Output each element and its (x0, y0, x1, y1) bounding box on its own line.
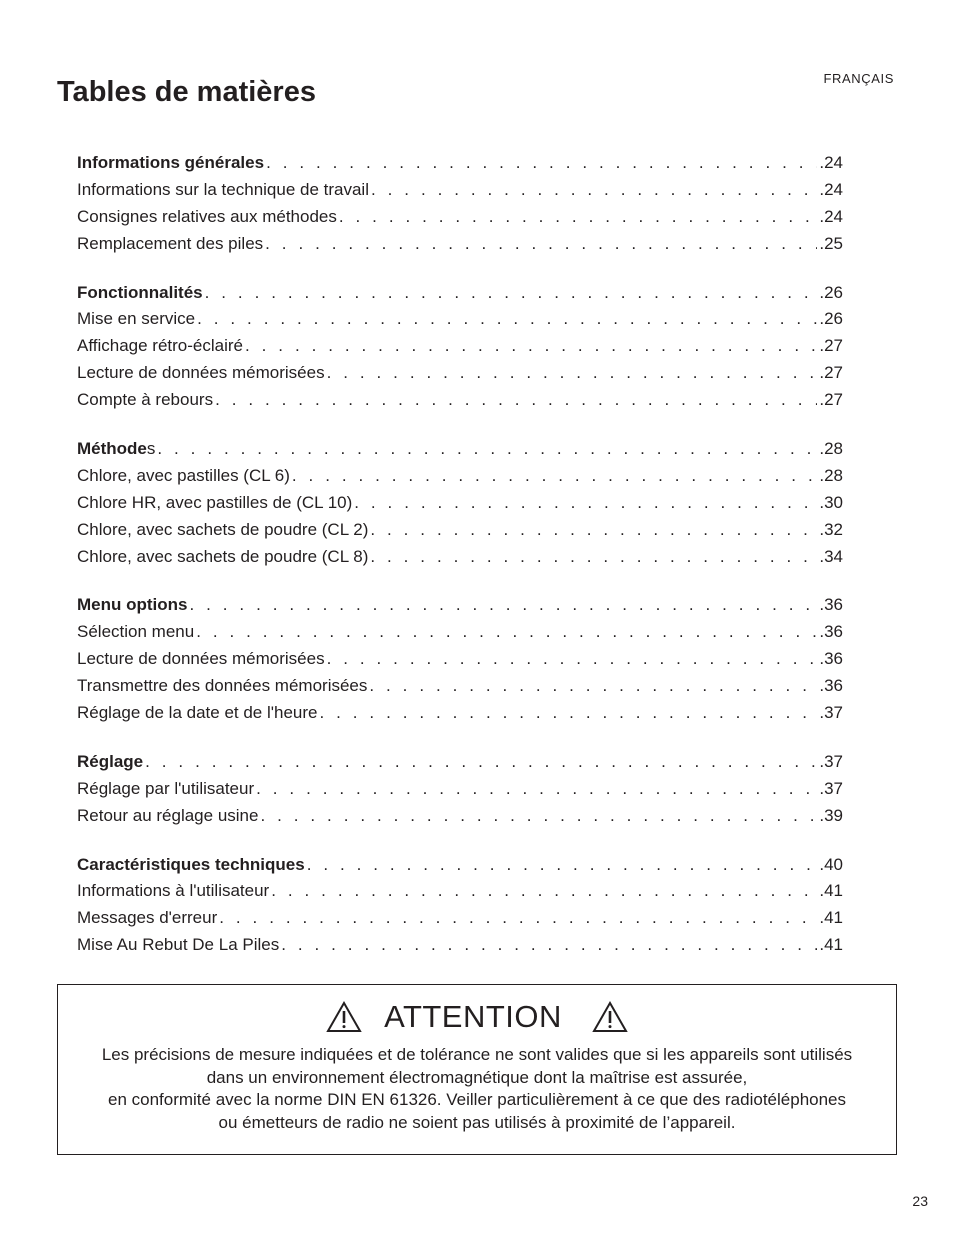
toc-page-number: .30 (819, 492, 843, 512)
dot-leader (256, 776, 817, 803)
toc-entry-label: Messages d'erreur (77, 908, 218, 928)
dot-leader (370, 544, 817, 571)
toc-page-number: .37 (819, 751, 843, 771)
toc-entry-label: Réglage (77, 751, 144, 771)
toc-page-number: .26 (819, 282, 843, 302)
toc-page-number: .41 (819, 908, 843, 928)
toc-entry-label: Compte à rebours (77, 390, 214, 410)
toc-entry (77, 177, 843, 204)
toc-entry-label: Lecture de données mémorisées (77, 649, 325, 669)
toc-entry-label: Informations sur la technique de travail (77, 179, 369, 199)
toc-entry (77, 646, 843, 673)
toc-section (77, 436, 843, 570)
toc-section (77, 852, 843, 960)
dot-leader (327, 646, 818, 673)
attention-line: en conformité avec la norme DIN EN 61326. Veiller particulièrement à ce que des radiotéléphones (107, 1090, 847, 1109)
attention-title: ATTENTION (384, 999, 562, 1034)
toc-entry (77, 463, 843, 490)
language-label: FRANÇAIS (823, 71, 894, 86)
dot-leader (265, 231, 817, 258)
toc-entry (77, 360, 843, 387)
attention-line: dans un environnement électromagnétique dont la maîtrise est assurée, (206, 1067, 748, 1087)
toc-section-heading (77, 436, 843, 463)
dot-leader (281, 932, 817, 959)
toc-page-number: .27 (819, 363, 843, 383)
toc-entry-label: Chlore, avec sachets de poudre (CL 8) (77, 546, 369, 566)
toc-entry (77, 231, 843, 258)
dot-leader (292, 463, 817, 490)
toc-entry-label: Remplacement des piles (77, 233, 264, 253)
toc-entry (77, 306, 843, 333)
toc-entry-label: Fonctionnalités (77, 282, 203, 302)
toc-page-number: .26 (819, 309, 843, 329)
toc-section-heading (77, 280, 843, 307)
dot-leader (197, 306, 817, 333)
toc-section (77, 592, 843, 726)
toc-entry (77, 387, 843, 414)
toc-entry (77, 905, 843, 932)
dot-leader (219, 905, 817, 932)
toc-page-number: .36 (819, 622, 843, 642)
page-number: 23 (912, 1193, 928, 1209)
toc-entry-label: Chlore, avec pastilles (CL 6) (77, 465, 290, 485)
toc-page-number: .34 (819, 546, 843, 566)
toc-page-number: .40 (819, 854, 843, 874)
toc-entry-label: Chlore HR, avec pastilles de (CL 10) (77, 492, 353, 512)
toc-section (77, 150, 843, 258)
table-of-contents (77, 150, 843, 981)
warning-triangle-icon (592, 1001, 628, 1033)
attention-text (58, 1044, 896, 1134)
toc-entry (77, 878, 843, 905)
attention-header (58, 999, 896, 1035)
dot-leader (307, 852, 818, 879)
toc-page-number: .41 (819, 935, 843, 955)
toc-page-number: .24 (819, 206, 843, 226)
attention-line: Les précisions de mesure indiquées et de tolérance ne sont valides que si les appareils sont utilisés (101, 1045, 853, 1064)
toc-entry-label: Réglage de la date et de l'heure (77, 703, 318, 723)
attention-line: ou émetteurs de radio ne soient pas utilisés à proximité de l’appareil. (218, 1112, 736, 1132)
toc-entry-label: Chlore, avec sachets de poudre (CL 2) (77, 519, 369, 539)
toc-entry (77, 204, 843, 231)
toc-page-number: .28 (819, 465, 843, 485)
toc-page-number: .27 (819, 390, 843, 410)
dot-leader (369, 673, 817, 700)
toc-entry-label: Caractéristiques techniques (77, 854, 305, 874)
toc-entry-label: Réglage par l'utilisateur (77, 778, 255, 798)
page-title: Tables de matières (57, 76, 316, 108)
toc-entry-label: Informations générales (77, 153, 265, 172)
attention-box (57, 984, 897, 1155)
dot-leader (354, 490, 817, 517)
toc-section-heading (77, 592, 843, 619)
toc-entry-label: Mise en service (77, 309, 196, 329)
toc-entry (77, 673, 843, 700)
toc-entry-label: Sélection menu (77, 622, 195, 642)
toc-entry (77, 333, 843, 360)
warning-triangle-icon (326, 1001, 362, 1033)
toc-entry (77, 619, 843, 646)
toc-page-number: .28 (819, 439, 843, 459)
toc-section-heading (77, 749, 843, 776)
toc-entry-label: Menu options (77, 595, 188, 615)
dot-leader (271, 878, 817, 905)
toc-entry-label: Transmettre des données mémorisées (77, 676, 368, 696)
dot-leader (157, 436, 817, 463)
dot-leader (145, 749, 817, 776)
toc-section (77, 749, 843, 830)
toc-entry (77, 490, 843, 517)
toc-page-number: .41 (819, 881, 843, 901)
toc-page-number: .36 (819, 595, 843, 615)
dot-leader (371, 177, 817, 204)
toc-entry (77, 517, 843, 544)
toc-entry-label: Affichage rétro-éclairé (77, 336, 243, 356)
dot-leader (266, 150, 817, 177)
toc-page-number: .37 (819, 778, 843, 798)
toc-page-number: .32 (819, 519, 843, 539)
toc-page-number: .36 (819, 676, 843, 696)
dot-leader (370, 517, 817, 544)
toc-page-number: .27 (819, 336, 843, 356)
toc-entry (77, 544, 843, 571)
toc-entry (77, 803, 843, 830)
dot-leader (196, 619, 817, 646)
toc-section (77, 280, 843, 414)
toc-entry-label: Méthodes (77, 439, 156, 459)
toc-page-number: .24 (819, 179, 843, 199)
toc-entry (77, 776, 843, 803)
dot-leader (189, 592, 817, 619)
dot-leader (327, 360, 818, 387)
dot-leader (215, 387, 817, 414)
dot-leader (245, 333, 817, 360)
toc-entry (77, 700, 843, 727)
dot-leader (339, 204, 817, 231)
toc-entry-label: Consignes relatives aux méthodes (77, 206, 337, 226)
toc-entry-label: Mise Au Rebut De La Piles (77, 935, 280, 955)
toc-entry-label: Retour au réglage usine (77, 805, 259, 825)
toc-page-number: .37 (819, 703, 843, 723)
toc-section-heading (77, 852, 843, 879)
toc-page-number: .36 (819, 649, 843, 669)
dot-leader (260, 803, 817, 830)
dot-leader (319, 700, 817, 727)
toc-page-number: .25 (819, 233, 843, 253)
dot-leader (205, 280, 818, 307)
toc-entry-label: Lecture de données mémorisées (77, 363, 325, 383)
toc-entry-label: Informations à l'utilisateur (77, 881, 270, 901)
toc-page-number: .39 (819, 805, 843, 825)
toc-page-number: .24 (819, 153, 843, 172)
toc-section-heading (77, 150, 843, 177)
toc-entry (77, 932, 843, 959)
